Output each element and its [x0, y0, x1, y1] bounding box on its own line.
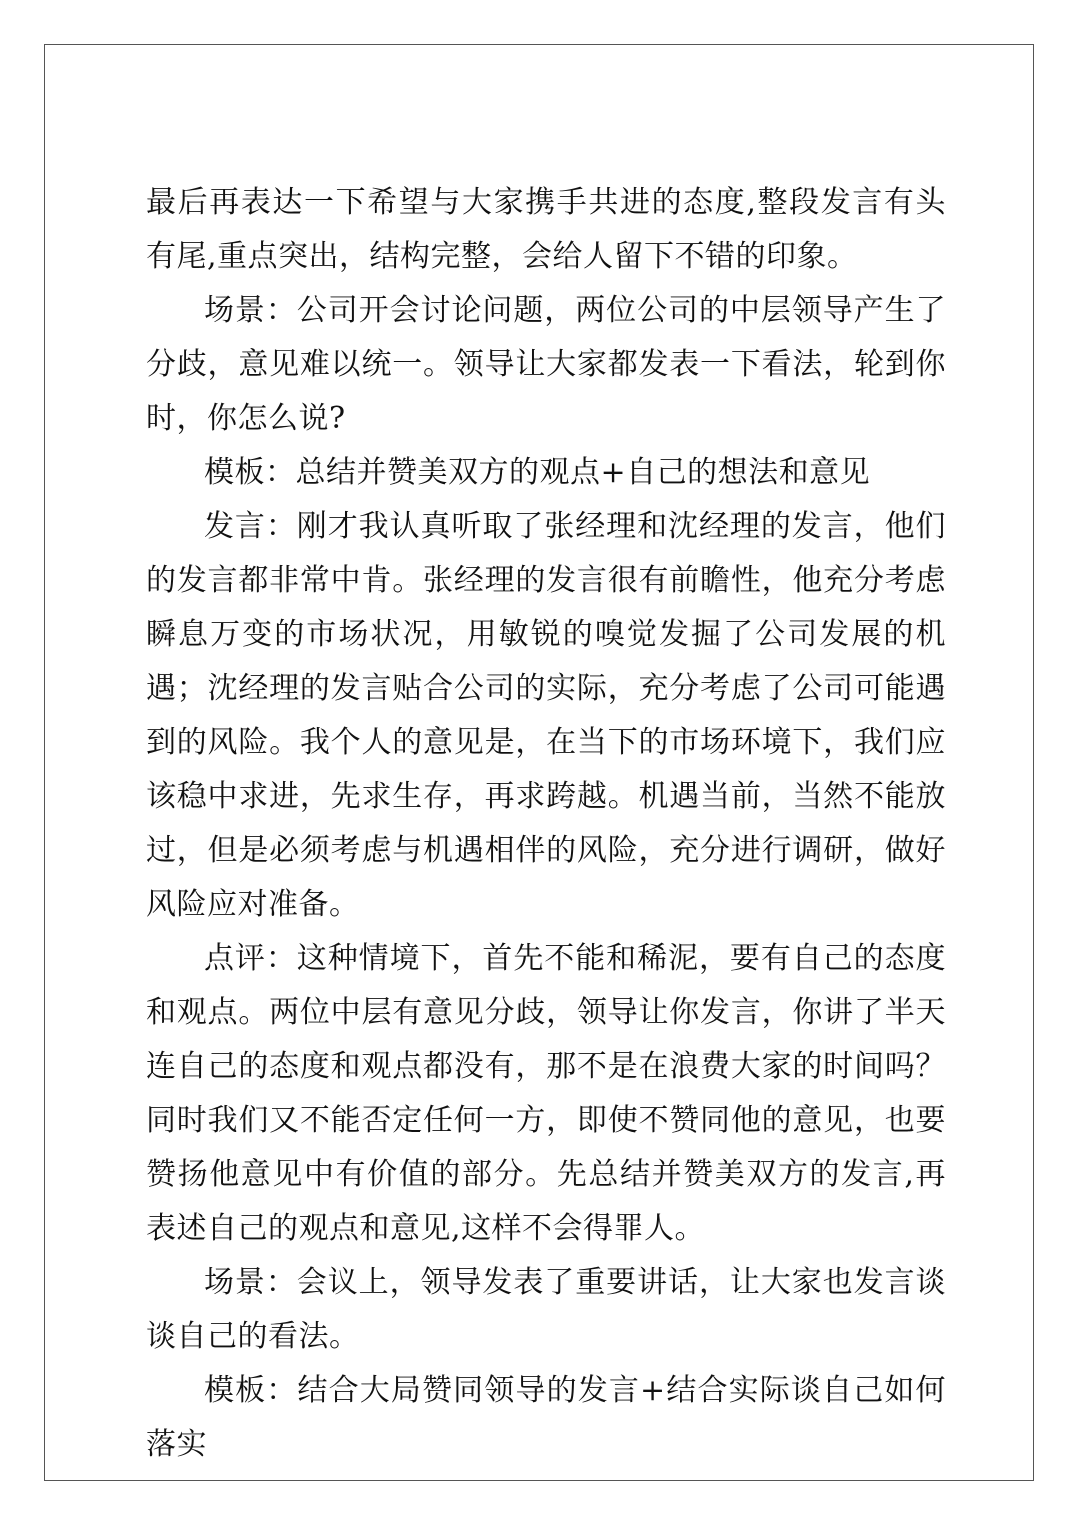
document-body — [146, 176, 946, 1472]
paragraph-closing-remark: 最后再表达一下希望与大家携手共进的态度,整段发言有头有尾,重点突出，结构完整，会给人留下不错的印象。 — [146, 185, 946, 274]
paragraph-scenario-2: 场景：会议上，领导发表了重要讲话，让大家也发言谈谈自己的看法。 — [146, 1265, 946, 1354]
paragraph-speech-1: 发言：刚才我认真听取了张经理和沈经理的发言，他们的发言都非常中肯。张经理的发言很有前瞻性，他充分考虑瞬息万变的市场状况，用敏锐的嗅觉发掘了公司发展的机遇；沈经理的发言贴合公司的实际，充分考虑了公司可能遇到的风险。我个人的意见是，在当下的市场环境下，我们应该稳中求进，先求生存，再求跨越。机遇当前，当然不能放过，但是必须考虑与机遇相伴的风险，充分进行调研，做好风险应对准备。 — [146, 509, 946, 922]
paragraph-template-2: 模板：结合大局赞同领导的发言+结合实际谈自己如何落实 — [146, 1373, 946, 1462]
paragraph-template-1: 模板：总结并赞美双方的观点+自己的想法和意见 — [204, 455, 871, 490]
paragraph-scenario-1: 场景：公司开会讨论问题，两位公司的中层领导产生了分歧，意见难以统一。领导让大家都发表一下看法，轮到你时，你怎么说? — [146, 293, 946, 436]
paragraph-comment-1: 点评：这种情境下，首先不能和稀泥，要有自己的态度和观点。两位中层有意见分歧，领导让你发言，你讲了半天连自己的态度和观点都没有，那不是在浪费大家的时间吗？同时我们又不能否定任何一方，即使不赞同他的意见，也要赞扬他意见中有价值的部分。先总结并赞美双方的发言,再表述自己的观点和意见,这样不会得罪人。 — [146, 941, 946, 1246]
